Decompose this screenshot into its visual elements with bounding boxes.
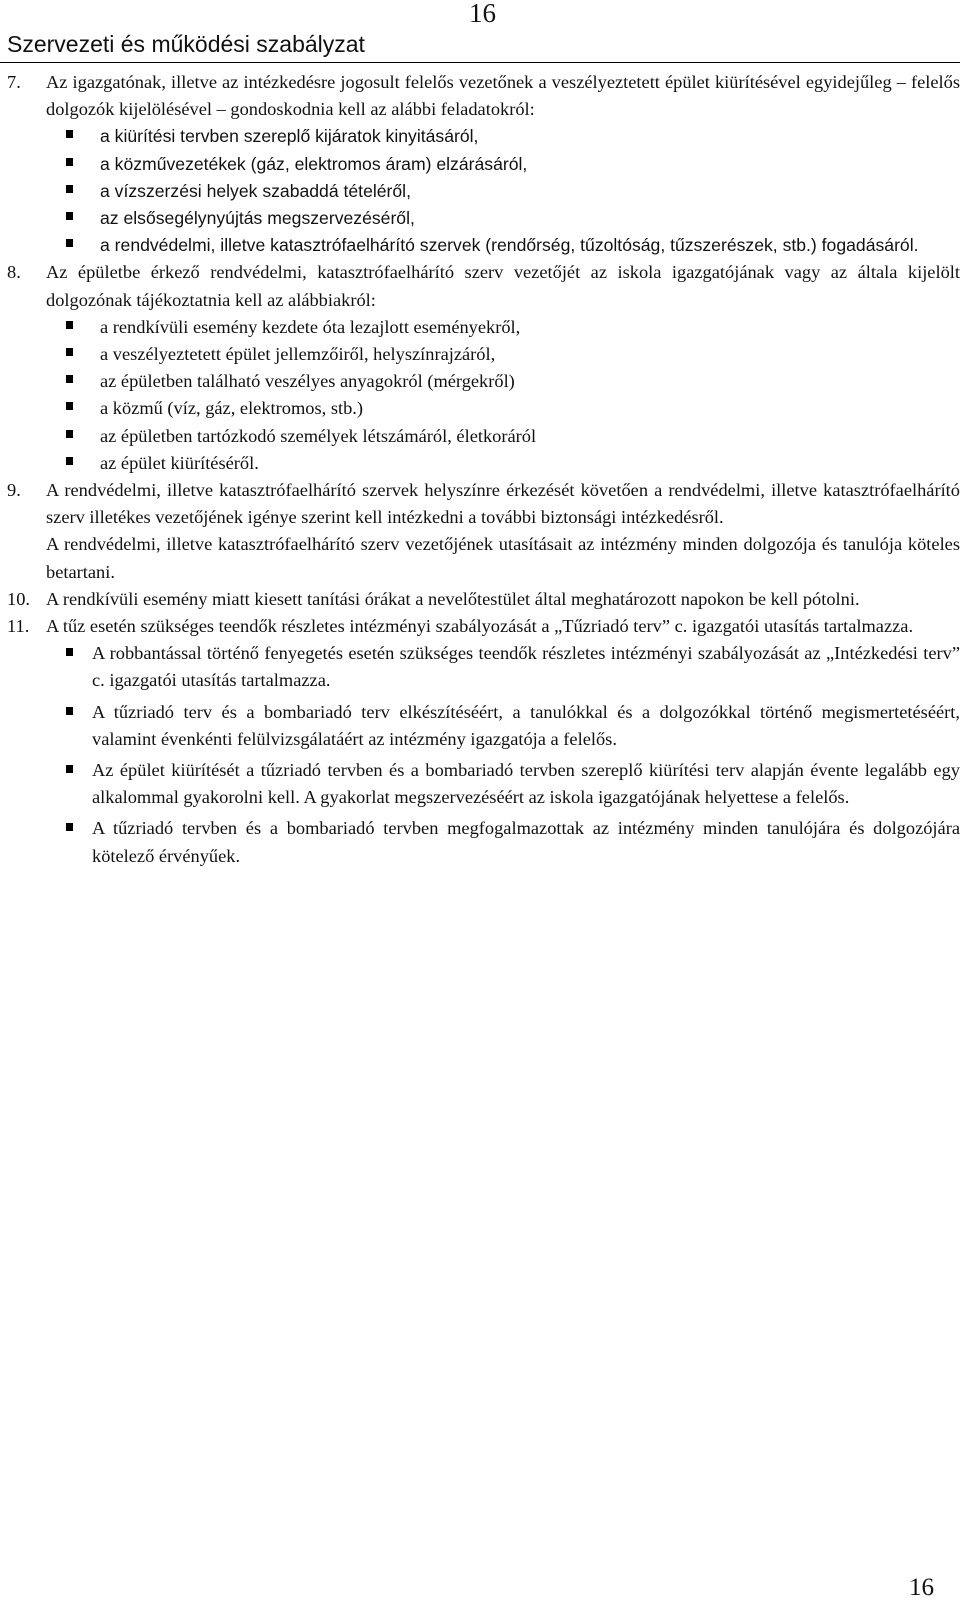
- list-item: A tűzriadó tervben és a bombariadó tervben megfogalmazottak az intézmény minden tanulójára és dolgozójára kötelező érvényűek.: [46, 815, 960, 869]
- item-text: A rendkívüli esemény miatt kiesett tanítási órákat a nevelőtestület által meghatározott napokon be kell pótolni.: [46, 588, 860, 609]
- item-extra-text: A rendvédelmi, illetve katasztrófaelhárító szerv vezetőjének utasításait az intézmény minden dolgozója és tanulója köteles betartani.: [46, 534, 960, 582]
- bullet-list: [46, 640, 960, 870]
- list-item: a közművezetékek (gáz, elektromos áram) elzárásáról,: [46, 151, 960, 178]
- list-item: az épületben található veszélyes anyagokról (mérgekről): [46, 368, 960, 395]
- list-item: a közmű (víz, gáz, elektromos, stb.): [46, 395, 960, 422]
- item-text: Az épületbe érkező rendvédelmi, katasztrófaelhárító szerv vezetőjét az iskola igazgatójának vagy az általa kijelölt dolgozónak tájékoztatnia kell az alábbiakról:: [46, 262, 960, 310]
- list-item: a rendkívüli esemény kezdete óta lezajlott eseményekről,: [46, 314, 960, 341]
- list-item: a vízszerzési helyek szabaddá tételéről,: [46, 178, 960, 205]
- list-item: Az épület kiürítését a tűzriadó tervben és a bombariadó tervben szereplő kiürítési terv alapján évente legalább egy alkalommal gyakorolni kell. A gyakorlat megszervezéséért az iskola igazgatójának helyettese a felelős.: [46, 757, 960, 811]
- list-item: a kiürítési tervben szereplő kijáratok kinyitásáról,: [46, 123, 960, 150]
- item-number: 10.: [7, 588, 30, 609]
- list-item: az épületben tartózkodó személyek létszámáról, életkoráról: [46, 423, 960, 450]
- section-item-7: [0, 69, 960, 259]
- item-number: 8.: [7, 262, 21, 283]
- list-item: az elsősegélynyújtás megszervezéséről,: [46, 205, 960, 232]
- list-item: A robbantással történő fenyegetés esetén szükséges teendők részletes intézményi szabályozását az „Intézkedési terv” c. igazgatói utasítás tartalmazza.: [46, 640, 960, 694]
- list-item: A tűzriadó terv és a bombariadó terv elkészítéséért, a tanulókkal és a dolgozókkal történő megismertetéséért, valamint évenkénti felülvizsgálatáért az intézmény igazgatója a felelős.: [46, 699, 960, 753]
- item-text: Az igazgatónak, illetve az intézkedésre jogosult felelős vezetőnek a veszélyeztetett épület kiürítésével egyidejűleg – felelős dolgozók kijelölésével – gondoskodnia kell az alábbi feladatokról:: [46, 72, 960, 120]
- section-item-11: [0, 613, 960, 870]
- item-text: A rendvédelmi, illetve katasztrófaelhárító szervek helyszínre érkezését követően a rendvédelmi, illetve katasztrófaelhárító szerv illetékes vezetőjének igénye szerint kell intézkedni a további biztonsági intézkedésről.: [46, 480, 960, 528]
- list-item: a veszélyeztetett épület jellemzőiről, helyszínrajzáról,: [46, 341, 960, 368]
- document-title: Szervezeti és működési szabályzat: [7, 31, 365, 57]
- document-body: [0, 69, 960, 874]
- list-item: a rendvédelmi, illetve katasztrófaelhárító szervek (rendőrség, tűzoltóság, tűzszerészek, stb.) fogadásáról.: [46, 232, 960, 259]
- header-page-number: 16: [469, 0, 496, 28]
- item-number: 7.: [7, 72, 21, 92]
- list-item: az épület kiürítéséről.: [46, 450, 960, 477]
- bullet-list: [46, 123, 960, 259]
- item-text: A tűz esetén szükséges teendők részletes intézményi szabályozását a „Tűzriadó terv” c. igazgatói utasítás tartalmazza.: [46, 616, 914, 637]
- item-number: 9.: [7, 480, 21, 501]
- item-number: 11.: [7, 616, 30, 637]
- bullet-list: [46, 314, 960, 477]
- header-divider: [0, 62, 960, 63]
- section-item-9: [0, 477, 960, 586]
- footer-page-number: 16: [909, 1574, 934, 1601]
- section-item-10: [0, 586, 960, 613]
- section-item-8: [0, 259, 960, 477]
